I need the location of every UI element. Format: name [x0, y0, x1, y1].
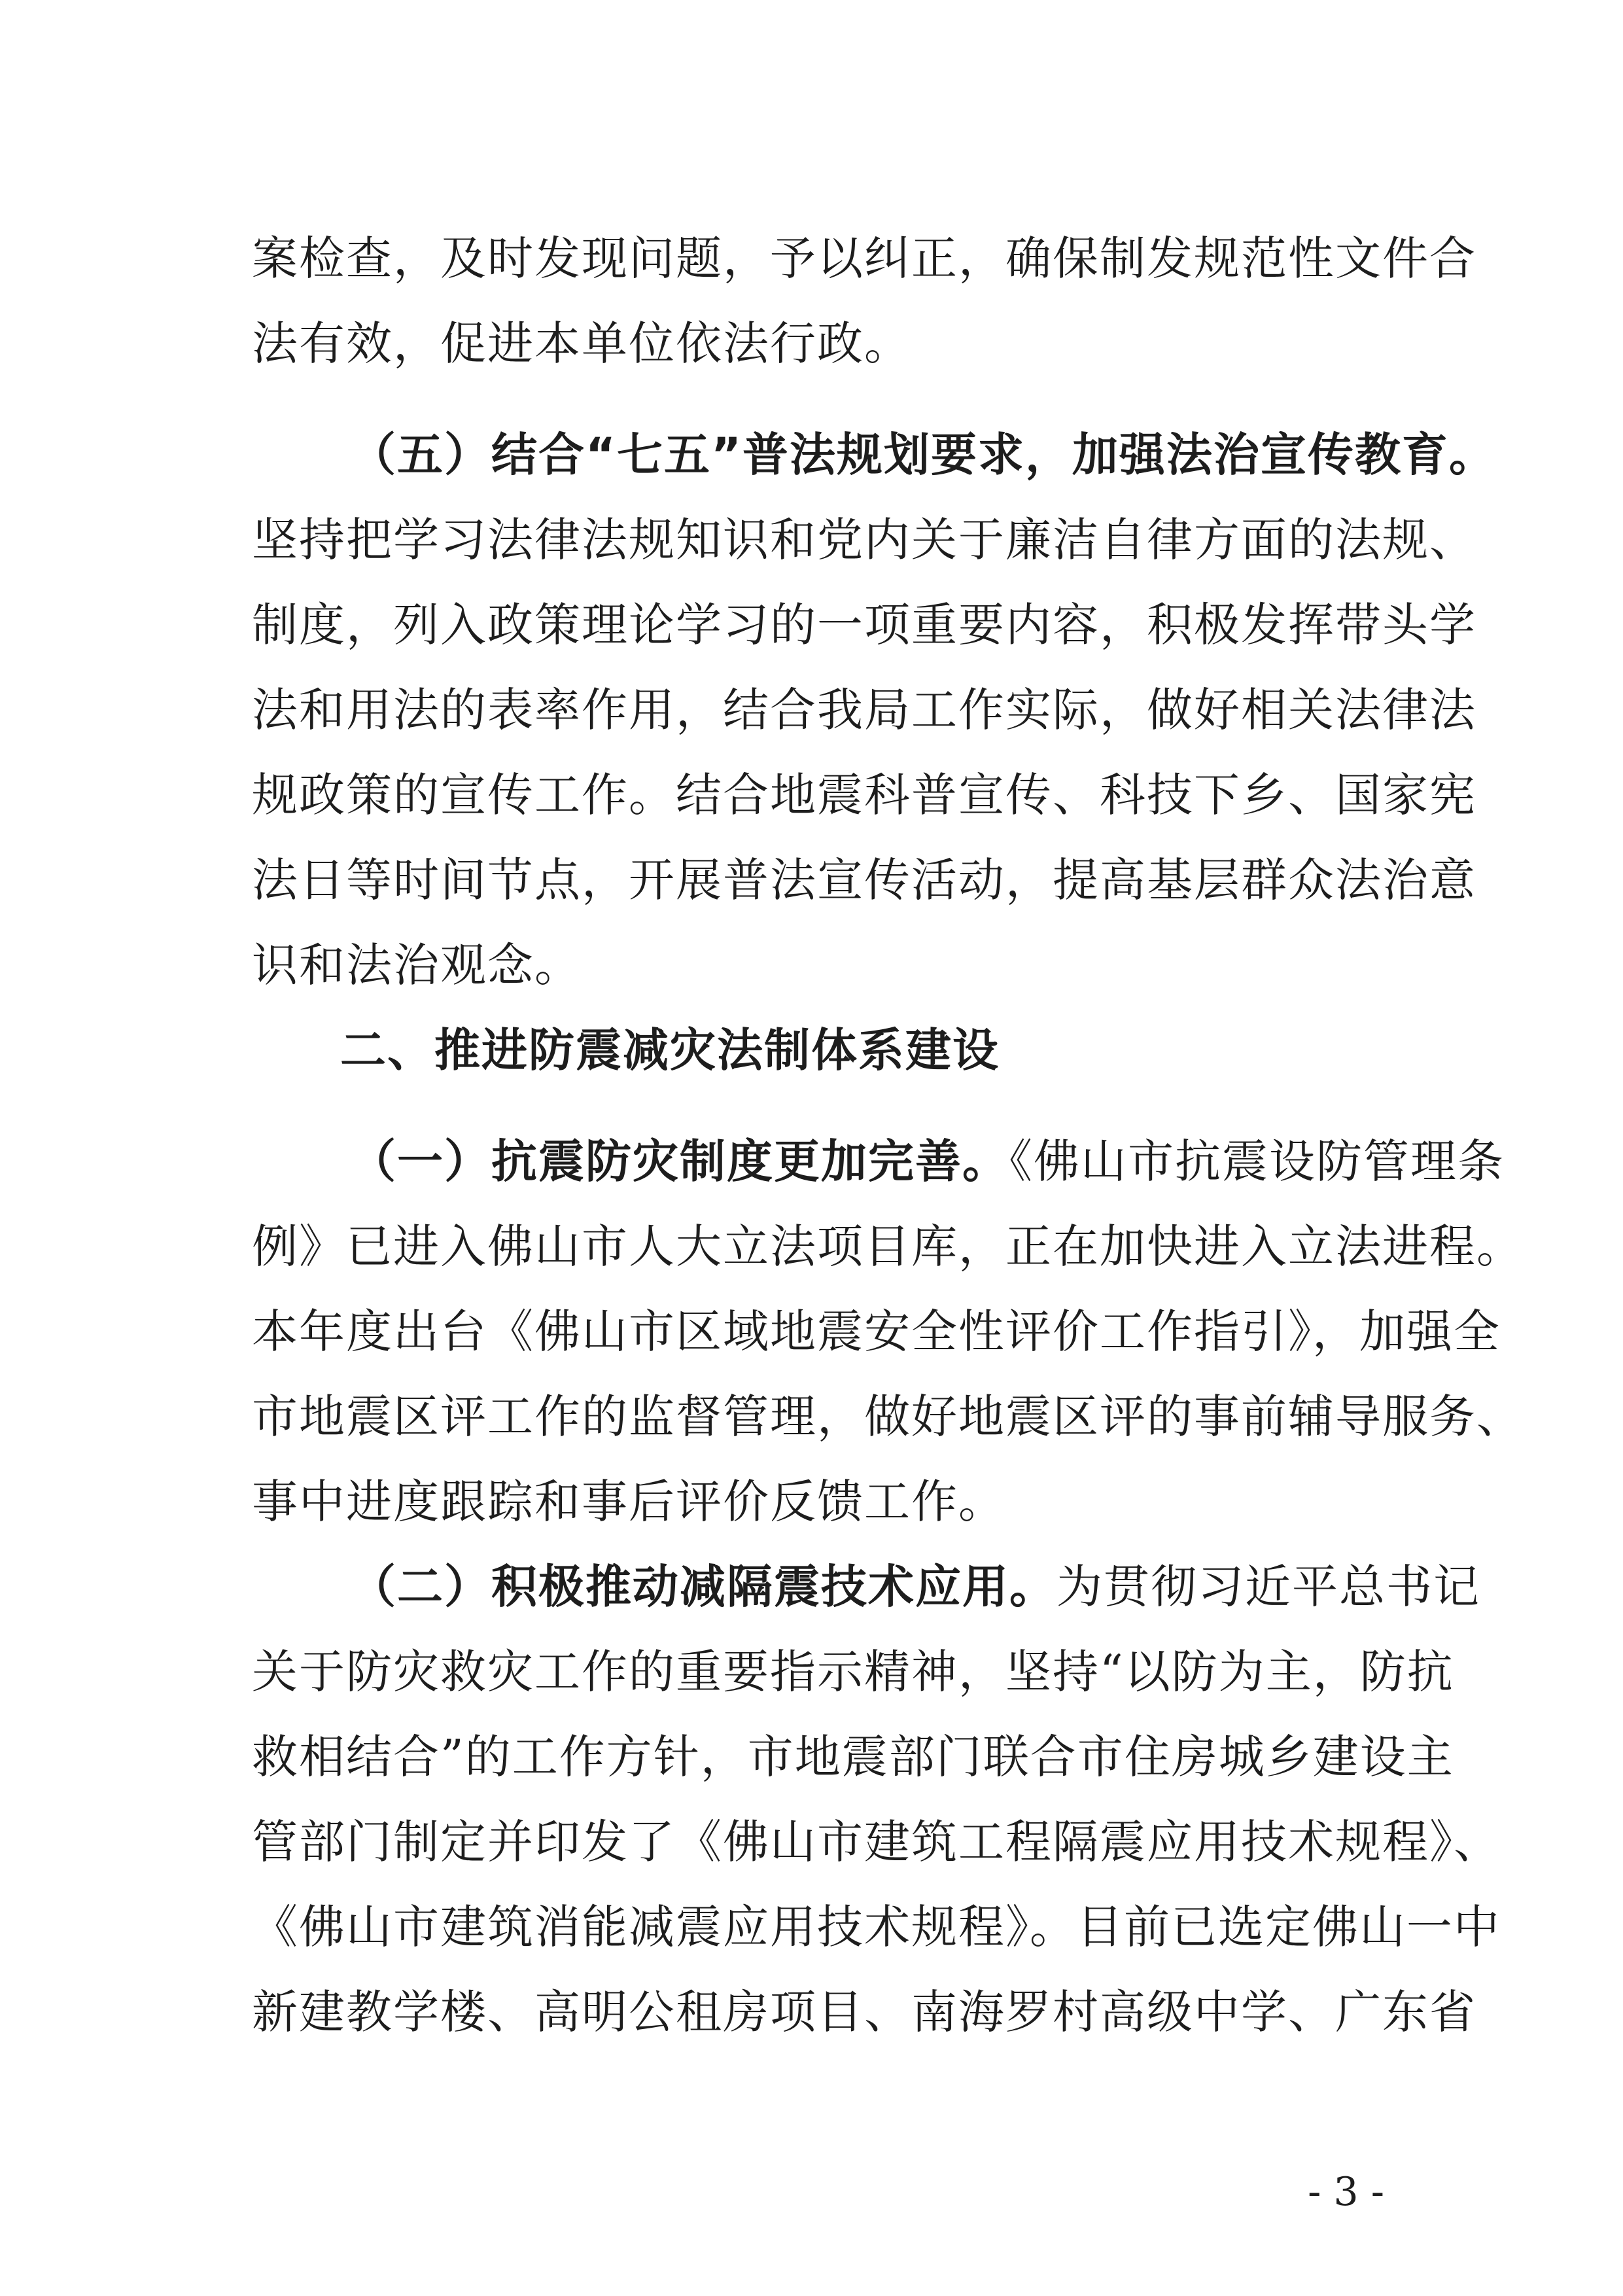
- body-text-line: 本年度出台《佛山市区域地震安全性评价工作指引》，加强全: [252, 1305, 1501, 1358]
- body-text-line: 救相结合”的工作方针，市地震部门联合市住房城乡建设主: [252, 1730, 1454, 1784]
- body-text-run: 《佛山市抗震设防管理条: [1009, 1135, 1505, 1188]
- body-text-line: 法日等时间节点，开展普法宣传活动，提高基层群众法治意: [252, 853, 1476, 907]
- body-text-line: 坚持把学习法律法规知识和党内关于廉洁自律方面的法规、: [252, 513, 1476, 567]
- body-text-line: 事中进度跟踪和事后评价反馈工作。: [252, 1475, 1005, 1528]
- subsection-line: [350, 1129, 1505, 1194]
- body-text-line: 关于防灾救灾工作的重要指示精神，坚持“以防为主，防抗: [252, 1645, 1454, 1699]
- subsection-line: [350, 1554, 1480, 1619]
- subsection-heading-one: （一）抗震防灾制度更加完善。: [350, 1135, 1009, 1188]
- body-text-line: 法有效，促进本单位依法行政。: [252, 317, 911, 370]
- body-text-line: 制度，列入政策理论学习的一项重要内容，积极发挥带头学: [252, 598, 1476, 652]
- body-text-line: 识和法治观念。: [252, 938, 582, 992]
- body-text-line: 法和用法的表率作用，结合我局工作实际，做好相关法律法: [252, 683, 1476, 737]
- chapter-heading-two: 二、推进防震减灾法制体系建设: [340, 1023, 1000, 1077]
- body-text-line: 新建教学楼、高明公租房项目、南海罗村高级中学、广东省: [252, 1985, 1476, 2039]
- body-text-line: 规政策的宣传工作。结合地震科普宣传、科技下乡、国家宪: [252, 768, 1476, 822]
- page-number: - 3 -: [1308, 2169, 1384, 2215]
- subsection-heading-two: （二）积极推动减隔震技术应用。: [350, 1560, 1056, 1614]
- body-text-line: 案检查，及时发现问题，予以纠正，确保制发规范性文件合: [252, 232, 1476, 285]
- body-text-line: 《佛山市建筑消能减震应用技术规程》。目前已选定佛山一中: [252, 1900, 1501, 1954]
- body-text-run: 为贯彻习近平总书记: [1056, 1560, 1480, 1614]
- section-heading-five: （五）结合“七五”普法规划要求，加强法治宣传教育。: [350, 428, 1497, 482]
- body-text-line: 例》已进入佛山市人大立法项目库，正在加快进入立法进程。: [252, 1220, 1524, 1273]
- body-text-line: 市地震区评工作的监督管理，做好地震区评的事前辅导服务、: [252, 1390, 1524, 1443]
- body-text-line: 管部门制定并印发了《佛山市建筑工程隔震应用技术规程》、: [252, 1815, 1501, 1869]
